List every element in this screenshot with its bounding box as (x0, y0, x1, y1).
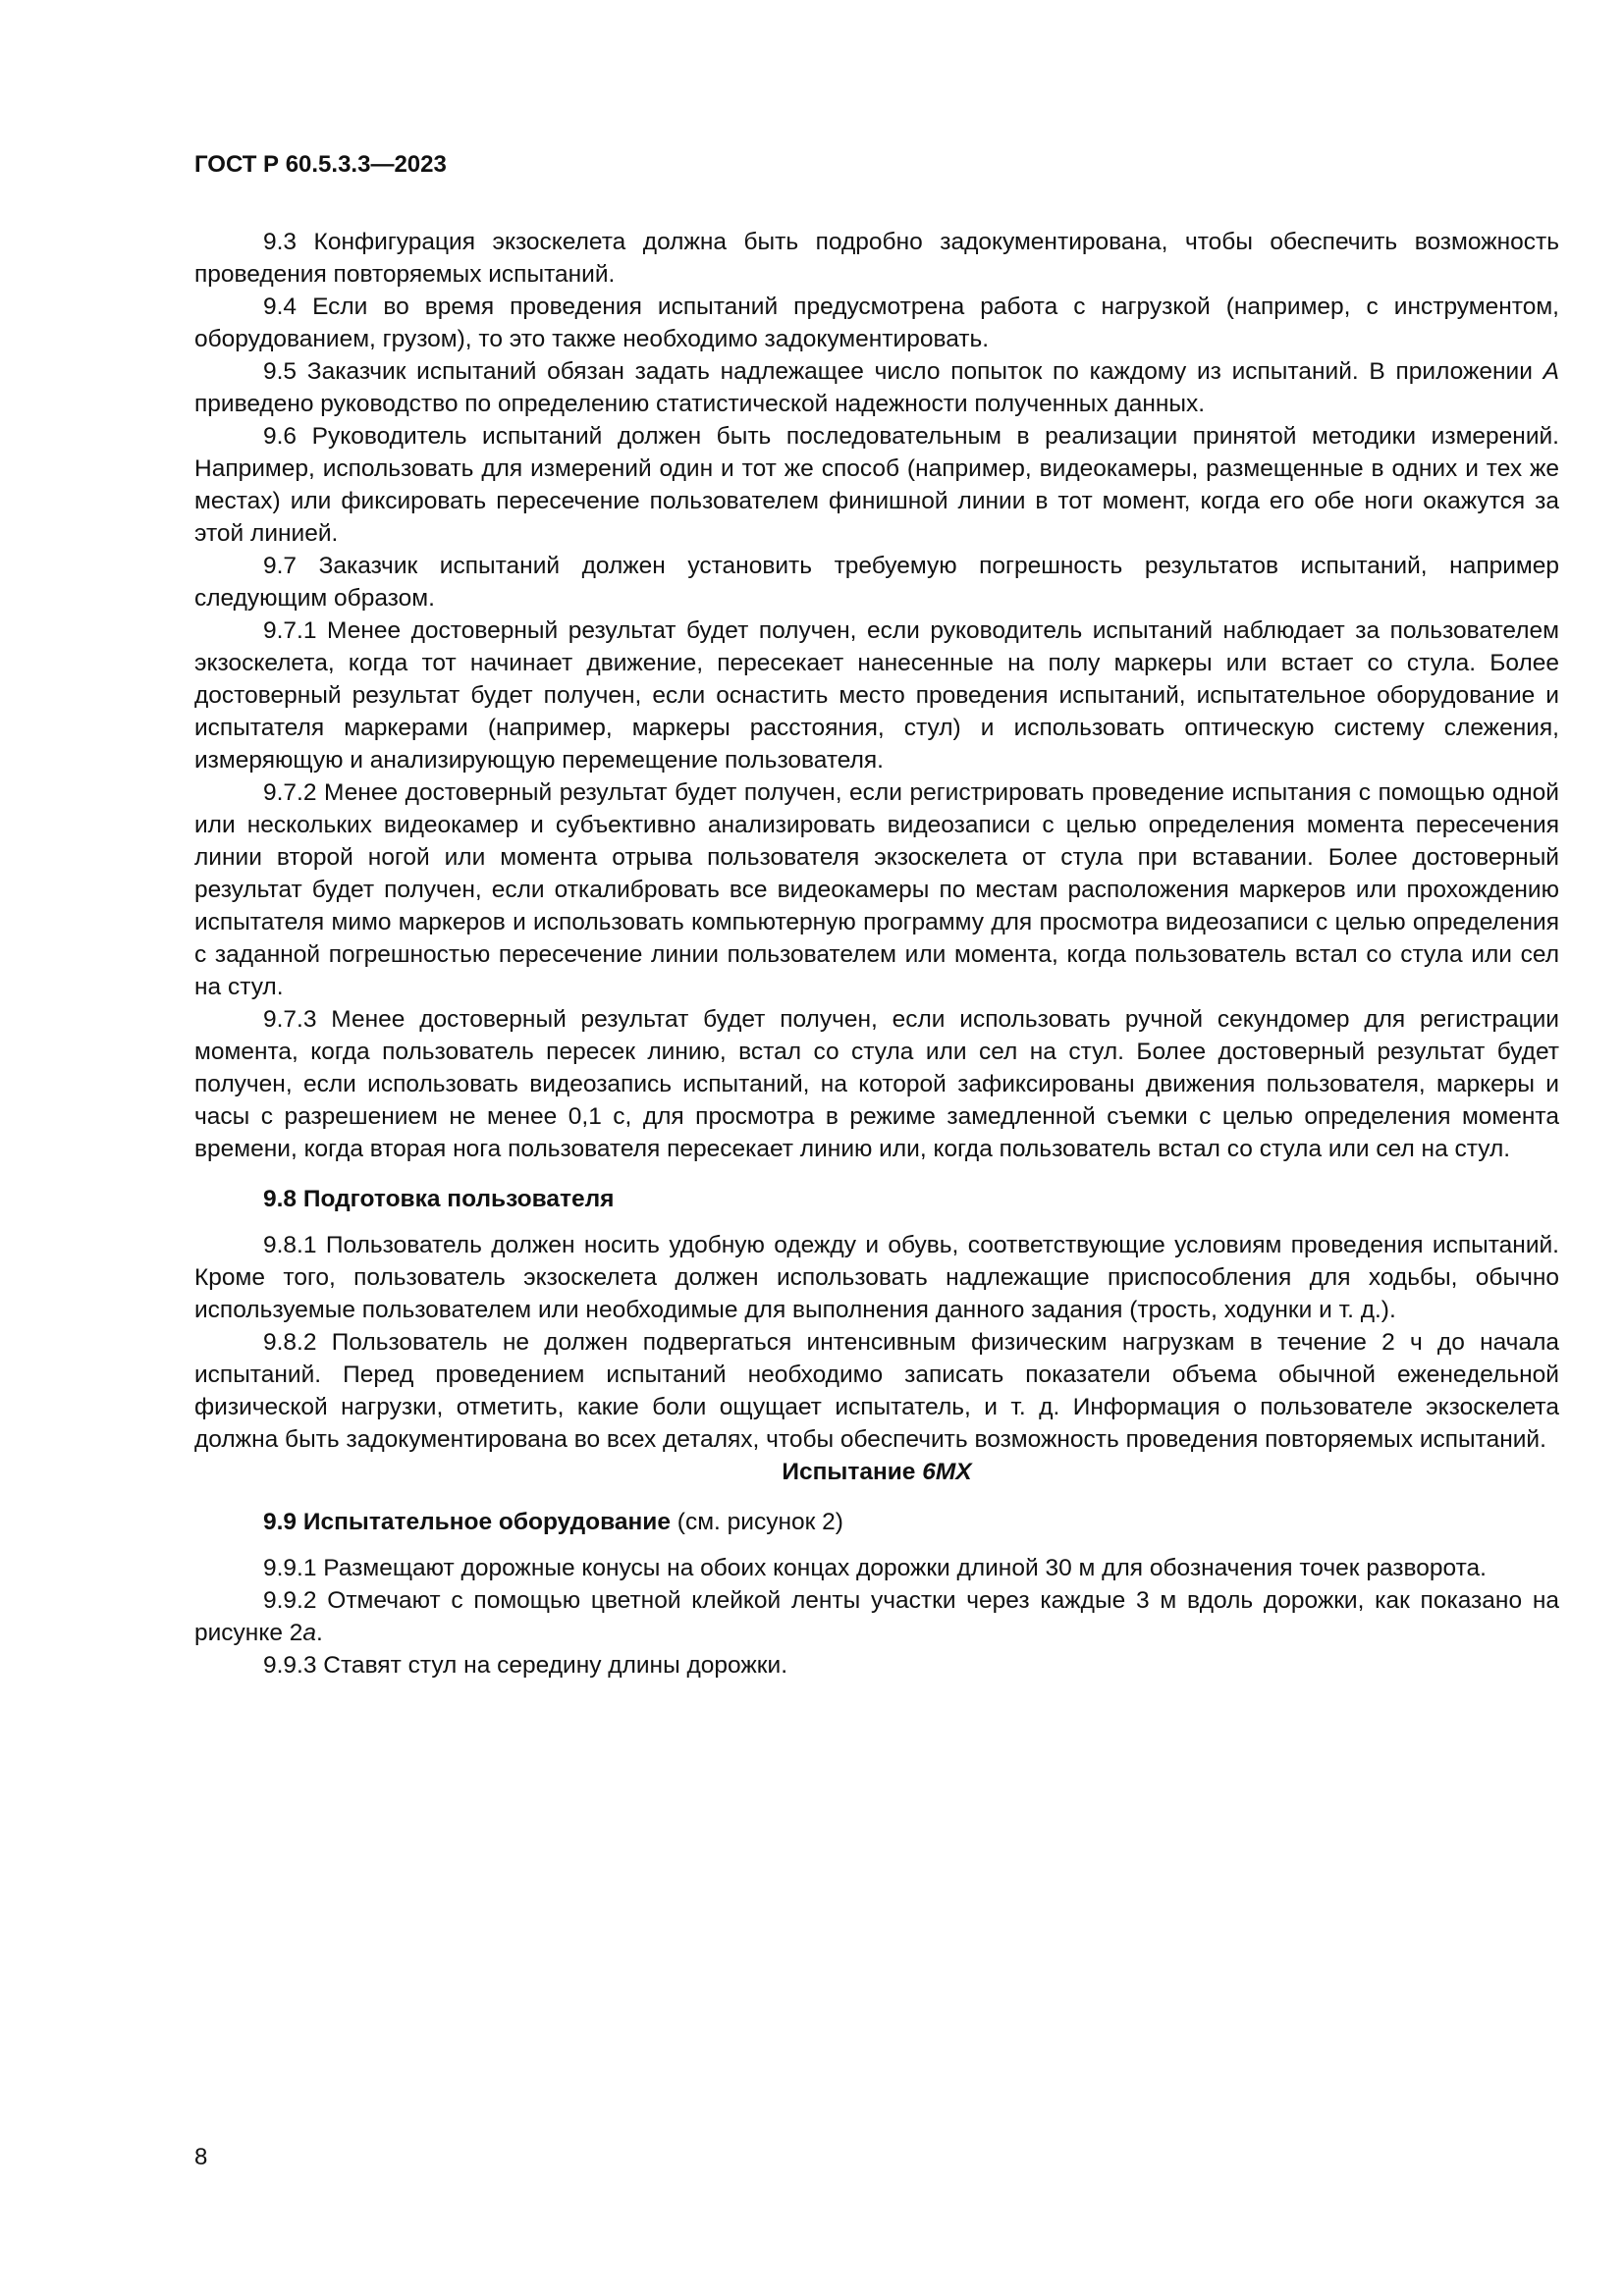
paragraph-9-4: 9.4 Если во время проведения испытаний предусмотрена работа с нагрузкой (например, с инструментом, оборудованием, грузом), то это также необходимо задокументировать. (194, 294, 1559, 352)
paragraph-9-8-2: 9.8.2 Пользователь не должен подвергаться интенсивным физическим нагрузкам в течение 2 ч до начала испытаний. Перед проведением испытаний необходимо записать показатели объема обычной еженедельной физической нагрузки, отметить, какие боли ощущает испытатель, и т. д. Информация о пользователе экзоскелета должна быть задокументирована во всех деталях, чтобы обеспечить возможность проведения повторяемых испытаний. (194, 1329, 1559, 1453)
section-heading-9-9-title: 9.9 Испытательное оборудование (263, 1509, 671, 1535)
document-header: ГОСТ Р 60.5.3.3—2023 (194, 151, 447, 178)
document-body (194, 226, 1559, 1682)
paragraph-9-6: 9.6 Руководитель испытаний должен быть последовательным в реализации принятой методики измерений. Например, использовать для измерений один и тот же способ (например, видеокамеры, размещенные в одних и тех же местах) или фиксировать пересечение пользователем финишной линии в тот момент, когда его обе ноги окажутся за этой линией. (194, 423, 1559, 547)
paragraph-9-9-1: 9.9.1 Размещают дорожные конусы на обоих концах дорожки длиной 30 м для обозначения точек разворота. (263, 1555, 1487, 1581)
test-heading-code: 6MX (922, 1459, 972, 1485)
paragraph-9-9-2-text-b: . (316, 1620, 323, 1646)
page-number: 8 (194, 2144, 208, 2170)
paragraph-9-5 (194, 355, 1559, 420)
test-heading-text: Испытание (782, 1459, 923, 1485)
test-heading (194, 1456, 1559, 1488)
paragraph-9-7-2: 9.7.2 Менее достоверный результат будет получен, если регистрировать проведение испытания с помощью одной или нескольких видеокамер и субъективно анализировать видеозаписи с целью определения момента пересечения линии второй ногой или момента отрыва пользователя экзоскелета от стула при вставании. Более достоверный результат будет получен, если откалибровать все видеокамеры по местам расположения маркеров или прохождению испытателя мимо маркеров и использовать компьютерную программу для просмотра видеозаписи с целью определения с заданной погрешностью пересечение линии пользователем или момента, когда пользователь встал со стула или сел на стул. (194, 779, 1559, 1000)
section-heading-9-9-ref: (см. рисунок 2) (670, 1509, 843, 1535)
paragraph-9-5-text-a: 9.5 Заказчик испытаний обязан задать надлежащее число попыток по каждому из испытаний. В приложении (263, 358, 1543, 385)
section-heading-9-8: 9.8 Подготовка пользователя (263, 1186, 615, 1212)
paragraph-9-9-2 (194, 1584, 1559, 1649)
paragraph-9-7-1: 9.7.1 Менее достоверный результат будет получен, если руководитель испытаний наблюдает за пользователем экзоскелета, когда тот начинает движение, пересекает нанесенные на полу маркеры или встает со стула. Более достоверный результат будет получен, если оснастить место проведения испытаний, испытательное оборудование и испытателя маркерами (например, маркеры расстояния, стул) и использовать оптическую систему слежения, измеряющую и анализирующую перемещение пользователя. (194, 617, 1559, 774)
section-heading-9-9 (194, 1506, 1559, 1538)
figure-ref-letter: а (302, 1620, 317, 1646)
appendix-ref: А (1543, 358, 1559, 385)
paragraph-9-9-2-text-a: 9.9.2 Отмечают с помощью цветной клейкой ленты участки через каждые 3 м вдоль дорожки, как показано на рисунке 2 (194, 1587, 1559, 1646)
paragraph-9-5-text-b: приведено руководство по определению статистической надежности полученных данных. (194, 391, 1206, 417)
paragraph-9-8-1: 9.8.1 Пользователь должен носить удобную одежду и обувь, соответствующие условиям проведения испытаний. Кроме того, пользователь экзоскелета должен использовать надлежащие приспособления для ходьбы, обычно используемые пользователем или необходимые для выполнения данного задания (трость, ходунки и т. д.). (194, 1232, 1559, 1323)
paragraph-9-3: 9.3 Конфигурация экзоскелета должна быть подробно задокументирована, чтобы обеспечить возможность проведения повторяемых испытаний. (194, 229, 1559, 288)
paragraph-9-7-3: 9.7.3 Менее достоверный результат будет получен, если использовать ручной секундомер для регистрации момента, когда пользователь пересек линию, встал со стула или сел на стул. Более достоверный результат будет получен, если использовать видеозапись испытаний, на которой зафиксированы движения пользователя, маркеры и часы с разрешением не менее 0,1 с, для просмотра в режиме замедленной съемки с целью определения момента времени, когда вторая нога пользователя пересекает линию или, когда пользователь встал со стула или сел на стул. (194, 1006, 1559, 1162)
paragraph-9-9-3: 9.9.3 Ставят стул на середину длины дорожки. (263, 1652, 787, 1679)
paragraph-9-7: 9.7 Заказчик испытаний должен установить требуемую погрешность результатов испытаний, например следующим образом. (194, 553, 1559, 612)
